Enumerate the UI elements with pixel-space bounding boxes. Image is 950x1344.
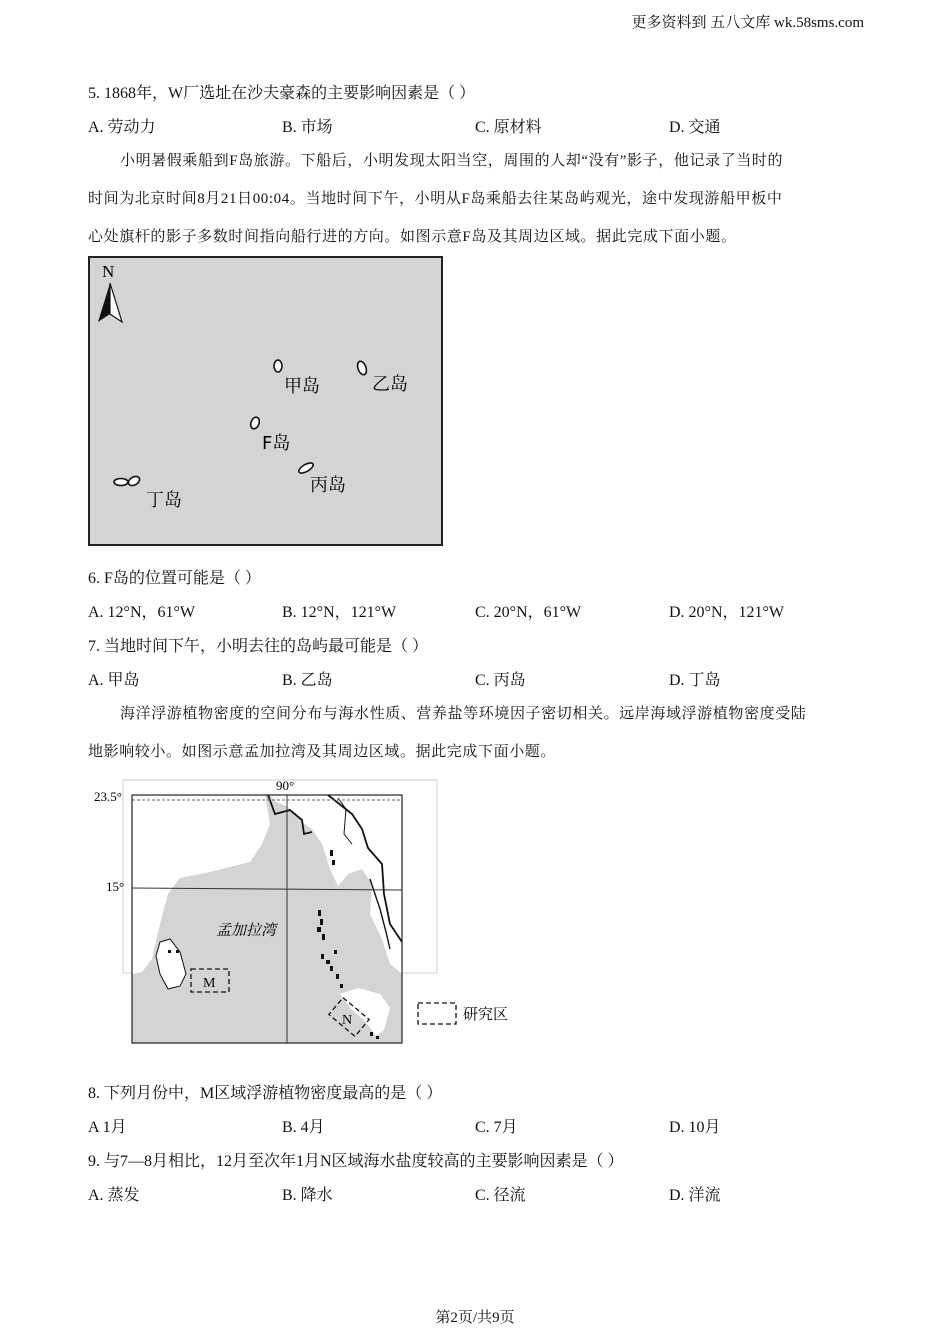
- bay-of-bengal-map: [90, 774, 530, 1048]
- bing-island-label: 丙岛: [310, 475, 346, 496]
- legend-label: 研究区: [463, 1005, 509, 1023]
- f-island-label: F岛: [262, 433, 291, 454]
- q9-option-d: D. 洋流: [669, 1187, 721, 1204]
- q7-option-c: C. 丙岛: [475, 672, 526, 689]
- q9-stem: 9. 与7—8月相比，12月至次年1月N区域海水盐度较高的主要影响因素是（ ）: [88, 1153, 624, 1170]
- jia-island-label: 甲岛: [284, 376, 320, 397]
- q7-stem: 7. 当地时间下午，小明去往的岛屿最可能是（ ）: [88, 638, 429, 655]
- q5-option-c: C. 原材料: [475, 119, 542, 136]
- site-header: 更多资料到 五八文库 wk.58sms.com: [631, 15, 864, 31]
- yi-island-label: 乙岛: [372, 374, 408, 395]
- q5-option-a: A. 劳动力: [88, 119, 156, 136]
- q9-option-a: A. 蒸发: [88, 1187, 140, 1204]
- lon-90-label: 90°: [276, 778, 295, 793]
- map1-frame: [89, 257, 442, 545]
- page-number: 第2页/共9页: [435, 1310, 515, 1326]
- passage2-line2: 地影响较小。如图示意孟加拉湾及其周边区域。据此完成下面小题。: [88, 744, 557, 760]
- q6-stem: 6. F岛的位置可能是（ ）: [88, 570, 261, 587]
- q9-option-c: C. 径流: [475, 1187, 526, 1204]
- passage2-line1: 海洋浮游植物密度的空间分布与海水性质、营养盐等环境因子密切相关。远岸海域浮游植物密度受陆: [120, 706, 807, 722]
- n-label: N: [342, 1013, 353, 1028]
- legend-study-area-swatch: [418, 1003, 456, 1024]
- q8-option-b: B. 4月: [282, 1119, 325, 1136]
- q6-option-b: B. 12°N，121°W: [282, 604, 397, 621]
- q8-option-d: D. 10月: [669, 1119, 721, 1136]
- island-map: [88, 256, 444, 547]
- passage1-line2: 时间为北京时间8月21日00:04。当地时间下午，小明从F岛乘船去往某岛屿观光，途中发现游船甲板中: [88, 191, 783, 207]
- q9-option-b: B. 降水: [282, 1187, 333, 1204]
- q7-option-d: D. 丁岛: [669, 672, 721, 689]
- lat-15-label: 15°: [106, 879, 125, 894]
- lat-23-label: 23.5°: [94, 789, 122, 804]
- passage1-line1: 小明暑假乘船到F岛旅游。下船后，小明发现太阳当空，周围的人却“没有”影子，他记录了当时的: [120, 153, 784, 169]
- q6-option-d: D. 20°N，121°W: [669, 604, 785, 621]
- q5-option-b: B. 市场: [282, 119, 333, 136]
- q7-option-b: B. 乙岛: [282, 672, 333, 689]
- m-label: M: [203, 976, 216, 991]
- q8-option-a: A 1月: [88, 1119, 127, 1136]
- q7-option-a: A. 甲岛: [88, 672, 140, 689]
- q8-option-c: C. 7月: [475, 1119, 518, 1136]
- bay-label: 孟加拉湾: [216, 923, 277, 939]
- passage1-line3: 心处旗杆的影子多数时间指向船行进的方向。如图示意F岛及其周边区域。据此完成下面小题。: [88, 229, 737, 245]
- q8-stem: 8. 下列月份中，M区域浮游植物密度最高的是（ ）: [88, 1085, 443, 1102]
- jia-island-shape: [274, 360, 282, 372]
- map1-north-label: N: [102, 262, 115, 281]
- ding-island-label: 丁岛: [146, 490, 182, 511]
- q6-option-c: C. 20°N，61°W: [475, 604, 582, 621]
- q5-stem: 5. 1868年，W厂选址在沙夫豪森的主要影响因素是（ ）: [88, 85, 476, 102]
- q6-option-a: A. 12°N，61°W: [88, 604, 196, 621]
- q5-option-d: D. 交通: [669, 119, 721, 136]
